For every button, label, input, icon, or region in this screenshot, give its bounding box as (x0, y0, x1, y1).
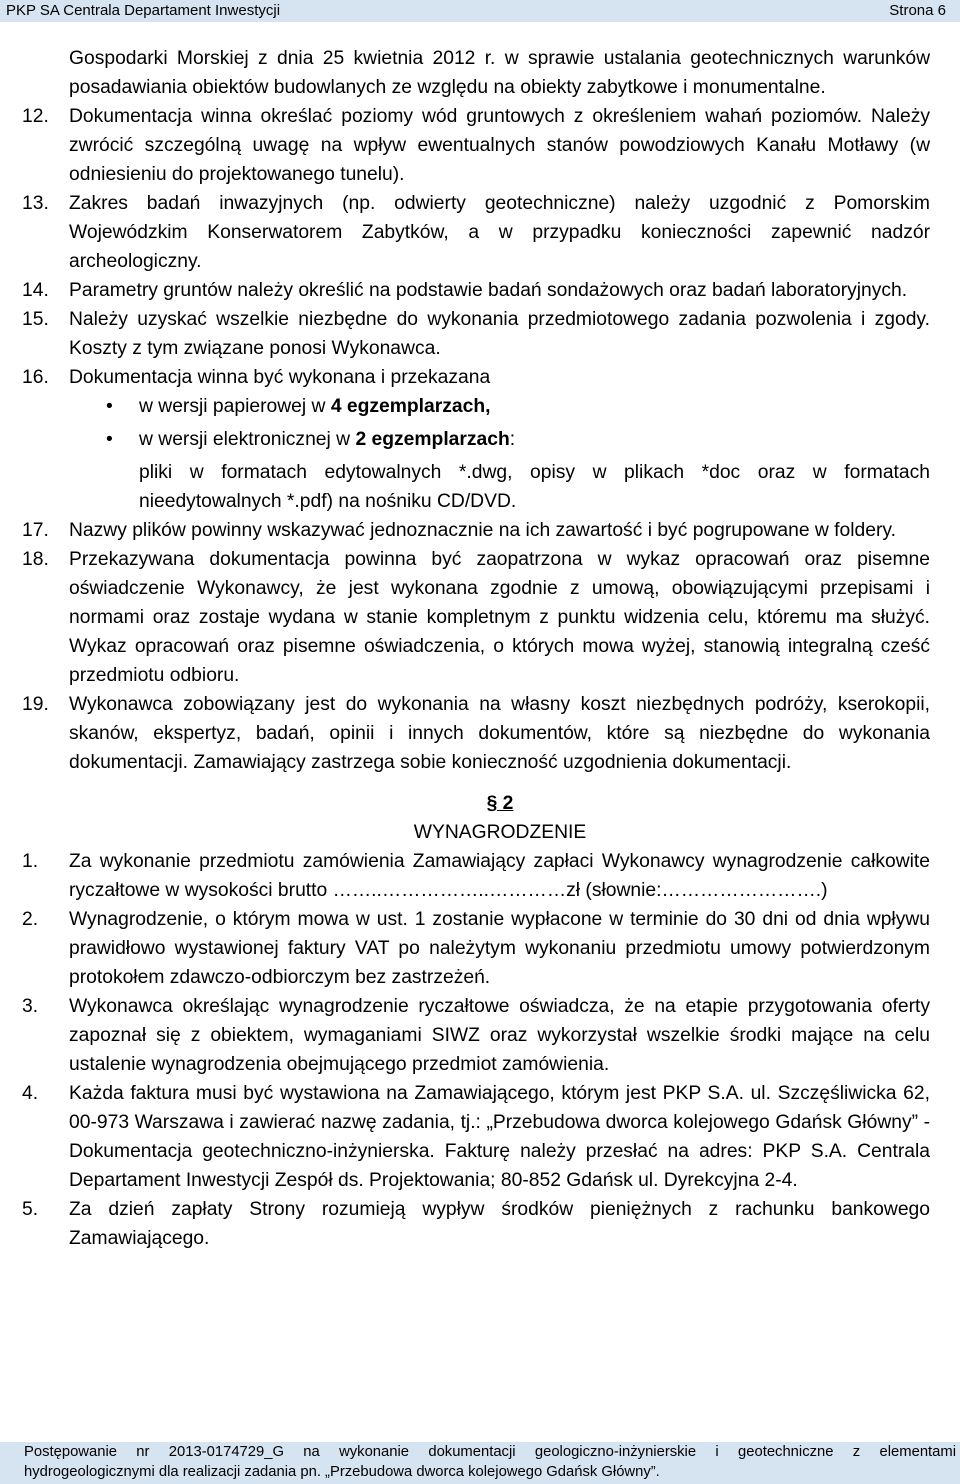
item-number: 2. (22, 909, 39, 930)
list-item (0, 905, 960, 992)
item-text: Za dzień zapłaty Strony rozumieją wypływ środków pieniężnych z rachunku bankowego Zamawiającego. (69, 1199, 930, 1249)
section-heading (0, 789, 960, 847)
section-symbol: § 2 (486, 793, 514, 814)
item-number: 5. (22, 1199, 39, 1220)
list-item (0, 102, 960, 189)
item-number: 13. (22, 193, 49, 214)
item-number: 3. (22, 996, 39, 1017)
list-item (0, 1195, 960, 1253)
list-item (0, 847, 960, 905)
item-text: Nazwy plików powinny wskazywać jednoznacznie na ich zawartość i być pogrupowane w foldery. (69, 520, 896, 541)
bullet-item: • w wersji papierowej w 4 egzemplarzach, (0, 392, 960, 421)
list-item (0, 305, 960, 363)
item-text: Zakres badań inwazyjnych (np. odwierty geotechniczne) należy uzgodnić z Pomorskim Wojewódzkim Konserwatorem Zabytków, a w przypadku konieczności zapewnić nadzór archeologiczny. (69, 193, 930, 272)
item-text: Przekazywana dokumentacja powinna być zaopatrzona w wykaz opracowań oraz pisemne oświadczenie Wykonawcy, że jest wykonana zgodnie z umową, obowiązującymi przepisami i normami oraz zostaje wydana w stanie kompletnym z punktu widzenia celu, któremu ma służyć. Wykaz opracowań oraz pisemne oświadczenia, o których mowa wyżej, stanowią integralną cześć przedmiotu odbioru. (69, 549, 930, 686)
intro-paragraph: Gospodarki Morskiej z dnia 25 kwietnia 2012 r. w sprawie ustalania geotechnicznych warunków posadawiania obiektów budowlanych ze względu na obiekty zabytkowe i monumentalne. (69, 48, 930, 98)
list-item (0, 189, 960, 276)
list-item (0, 690, 960, 777)
header-title: PKP SA Centrala Departament Inwestycji (6, 2, 281, 19)
item-text: Dokumentacja winna być wykonana i przekazana (69, 367, 491, 388)
list-item (0, 992, 960, 1079)
item-text: Należy uzyskać wszelkie niezbędne do wykonania przedmiotowego zadania pozwolenia i zgody. Koszty z tym związane ponosi Wykonawca. (69, 309, 930, 359)
list-item (0, 1079, 960, 1195)
list-item (0, 516, 960, 545)
item-text: Wykonawca określając wynagrodzenie ryczałtowe oświadcza, że na etapie przygotowania oferty zapoznał się z obiektem, wymaganiami SIWZ oraz wykorzystał wszelkie środki mające na celu ustalenie wynagrodzenia obejmującego przedmiot zamówienia. (69, 996, 930, 1075)
item-text: Parametry gruntów należy określić na podstawie badań sondażowych oraz badań laboratoryjnych. (69, 280, 908, 301)
list-item (0, 276, 960, 305)
item-text: Za wykonanie przedmiotu zamówienia Zamawiający zapłaci Wykonawcy wynagrodzenie całkowite ryczałtowe w wysokości brutto ……..……………..…………zł (słownie:…………………….) (69, 851, 930, 901)
page-header (0, 0, 960, 22)
item-number: 16. (22, 367, 49, 388)
item-number: 19. (22, 694, 49, 715)
bullet-icon: • (106, 396, 113, 417)
item-text: Dokumentacja winna określać poziomy wód gruntowych z określeniem wahań poziomów. Należy zwrócić szczególną uwagę na wpływ ewentualnych stanów powodziowych Kanału Motławy (w odniesieniu do projektowanego tunelu). (69, 106, 930, 185)
item-number: 14. (22, 280, 49, 301)
document-body (0, 44, 960, 1253)
list-item (0, 545, 960, 690)
bullet-continuation: pliki w formatach edytowalnych *.dwg, opisy w plikach *doc oraz w formatach nieedytowalnych *.pdf) na nośniku CD/DVD. (139, 462, 930, 512)
item-number: 18. (22, 549, 49, 570)
page-footer (0, 1442, 960, 1484)
item-number: 15. (22, 309, 49, 330)
bullet-icon: • (106, 429, 113, 450)
item-text: Wynagrodzenie, o którym mowa w ust. 1 zostanie wypłacone w terminie do 30 dni od dnia wpływu prawidłowo wystawionej faktury VAT po należytym wykonaniu przedmiotu umowy potwierdzonym protokołem zdawczo-odbiorczym bez zastrzeżeń. (69, 909, 930, 988)
item-number: 4. (22, 1083, 39, 1104)
item-number: 1. (22, 851, 39, 872)
item-number: 17. (22, 520, 49, 541)
page-number: Strona 6 (889, 2, 946, 19)
item-number: 12. (22, 106, 49, 127)
list-item (0, 363, 960, 392)
section-title: WYNAGRODZENIE (413, 822, 587, 843)
footer-line: hydrogeologicznymi dla realizacji zadania pn. „Przebudowa dworca kolejowego Gdańsk Główny”. (24, 1464, 660, 1480)
item-text: Każda faktura musi być wystawiona na Zamawiającego, którym jest PKP S.A. ul. Szczęśliwicka 62, 00-973 Warszawa i zawierać nazwę zadania, tj.: „Przebudowa dworca kolejowego Gdańsk Główny” - Dokumentacja geotechniczno-inżynierska. Fakturę należy przesłać na adres: PKP S.A. Centrala Departament Inwestycji Zespół ds. Projektowania; 80-852 Gdańsk ul. Dyrekcyjna 2-4. (69, 1083, 930, 1191)
bullet-item: • w wersji elektronicznej w 2 egzemplarzach: (0, 425, 960, 454)
footer-line: Postępowanie nr 2013-0174729_G na wykonanie dokumentacji geologiczno-inżynierskie i geotechniczne z elementami (24, 1444, 956, 1460)
item-text: Wykonawca zobowiązany jest do wykonania na własny koszt niezbędnych podróży, kserokopii, skanów, ekspertyz, badań, opinii i innych dokumentów, które są niezbędne do wykonania dokumentacji. Zamawiający zastrzega sobie konieczność uzgodnienia dokumentacji. (69, 694, 930, 773)
